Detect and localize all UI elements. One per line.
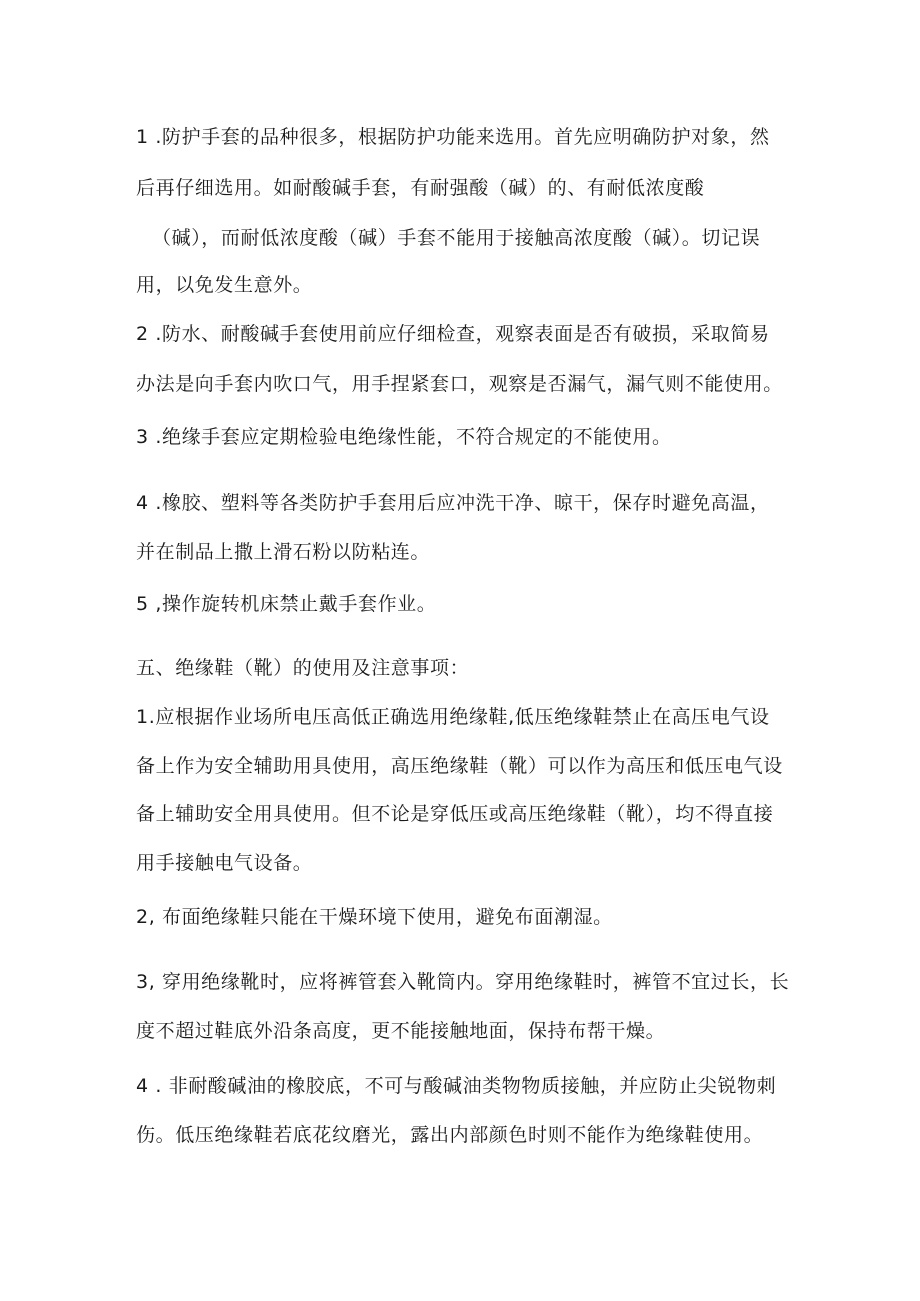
text-line: 用手接触电气设备。 — [136, 852, 313, 874]
text-line: （碱），而耐低浓度酸（碱）手套不能用于接触高浓度酸（碱）。切记误 — [152, 227, 761, 249]
text-line: 1 .防护手套的品种很多，根据防护功能来选用。首先应明确防护对象，然 — [136, 126, 770, 148]
text-line: 办法是向手套内吹口气，用手捏紧套口，观察是否漏气，漏气则不能使用。 — [136, 373, 783, 395]
text-line: 备上辅助安全用具使用。但不论是穿低压或高压绝缘鞋（靴），均不得直接 — [136, 803, 774, 825]
text-line: 伤。低压绝缘鞋若底花纹磨光，露出内部颜色时则不能作为绝缘鞋使用。 — [136, 1124, 764, 1146]
text-line: 备上作为安全辅助用具使用，高压绝缘鞋（靴）可以作为高压和低压电气设 — [136, 755, 783, 777]
text-line: 后再仔细选用。如耐酸碱手套，有耐强酸（碱）的、有耐低浓度酸 — [136, 177, 705, 199]
text-line: 1.应根据作业场所电压高低正确选用绝缘鞋,低压绝缘鞋禁止在高压电气设 — [136, 706, 770, 728]
text-line: 4 .橡胶、塑料等各类防护手套用后应冲洗干净、晾干，保存时避免高温， — [136, 492, 770, 514]
text-line: 4 . 非耐酸碱油的橡胶底，不可与酸碱油类物物质接触，并应防止尖锐物刺 — [136, 1075, 777, 1097]
text-line: 度不超过鞋底外沿条高度，更不能接触地面，保持布帮干燥。 — [136, 1020, 666, 1042]
section-heading: 五、绝缘鞋（靴）的使用及注意事项： — [136, 657, 470, 679]
text-line: 2, 布面绝缘鞋只能在干燥环境下使用，避免布面潮湿。 — [136, 906, 613, 928]
text-line: 用，以免发生意外。 — [136, 274, 313, 296]
text-line: 3, 穿用绝缘靴时，应将裤管套入靴筒内。穿用绝缘鞋时，裤管不宜过长，长 — [136, 971, 790, 993]
text-line: 3 .绝缘手套应定期检验电绝缘性能，不符合规定的不能使用。 — [136, 426, 672, 448]
text-line: 5 ,操作旋转机床禁止戴手套作业。 — [136, 593, 437, 615]
text-line: 并在制品上撒上滑石粉以防粘连。 — [136, 541, 431, 563]
text-line: 2 .防水、耐酸碱手套使用前应仔细检查，观察表面是否有破损，采取简易 — [136, 323, 770, 345]
